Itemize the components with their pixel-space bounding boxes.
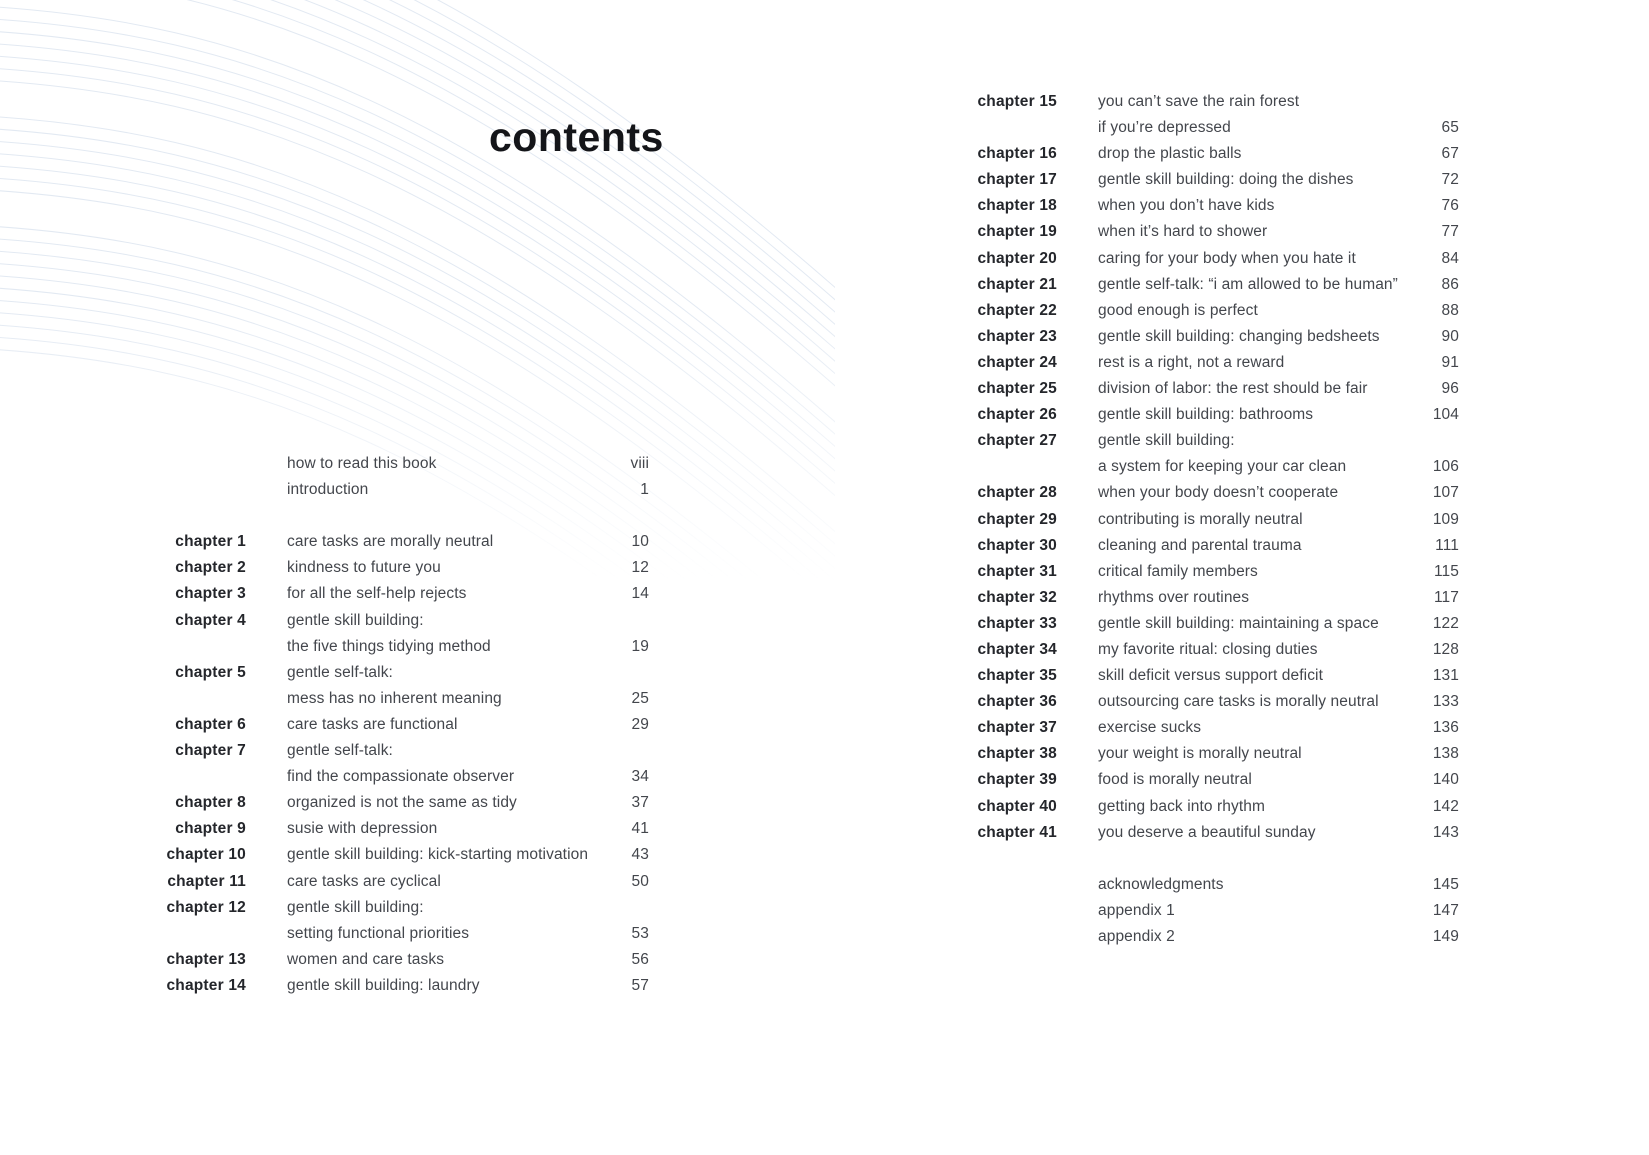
chapter-title: susie with depression (287, 820, 438, 838)
toc-row (960, 376, 1459, 402)
toc-row (960, 820, 1459, 846)
page-number: 76 (1441, 197, 1459, 215)
toc-row (160, 738, 649, 764)
toc-row (160, 581, 649, 607)
chapter-label: chapter 14 (166, 976, 246, 994)
chapter-label: chapter 3 (175, 585, 246, 603)
chapter-label: chapter 22 (977, 301, 1057, 319)
chapter-label: chapter 40 (977, 797, 1057, 815)
chapter-label: chapter 8 (175, 794, 246, 812)
toc-row (160, 477, 649, 503)
chapter-title: gentle skill building: doing the dishes (1098, 171, 1354, 189)
chapter-title: exercise sucks (1098, 719, 1202, 737)
chapter-label: chapter 27 (977, 432, 1057, 450)
chapter-label: chapter 29 (977, 510, 1057, 528)
chapter-title: for all the self-help rejects (287, 585, 467, 603)
page-number: 41 (631, 820, 649, 838)
chapter-title: division of labor: the rest should be fair (1098, 380, 1368, 398)
page-number: 107 (1432, 484, 1459, 502)
chapter-title: skill deficit versus support deficit (1098, 667, 1323, 685)
page-number: 67 (1441, 145, 1459, 163)
toc-row (960, 898, 1459, 924)
toc-row (960, 611, 1459, 637)
page-number: 147 (1432, 901, 1459, 919)
chapter-title: your weight is morally neutral (1098, 745, 1302, 763)
right-chapter-list (960, 89, 1459, 846)
toc-row (960, 715, 1459, 741)
toc-row (160, 869, 649, 895)
page-number: 10 (631, 533, 649, 551)
page-number: 19 (631, 637, 649, 655)
chapter-title: gentle self-talk: (287, 663, 393, 681)
toc-row (960, 428, 1459, 454)
page-title: contents (489, 114, 664, 161)
toc-row (960, 402, 1459, 428)
toc-row (960, 924, 1459, 950)
chapter-label: chapter 10 (166, 846, 246, 864)
chapter-label: chapter 17 (977, 171, 1057, 189)
chapter-label: chapter 16 (977, 145, 1057, 163)
toc-row (160, 895, 649, 921)
chapter-label: chapter 4 (175, 611, 246, 629)
front-matter-list (160, 451, 649, 503)
chapter-label: chapter 30 (977, 536, 1057, 554)
page-number: 25 (631, 689, 649, 707)
page-number: 128 (1432, 640, 1459, 658)
chapter-title: a system for keeping your car clean (1098, 458, 1347, 476)
toc-row (960, 115, 1459, 141)
chapter-label: chapter 18 (977, 197, 1057, 215)
toc-row (960, 141, 1459, 167)
chapter-label: chapter 38 (977, 745, 1057, 763)
toc-right-column (960, 89, 1459, 950)
page-number: 145 (1432, 875, 1459, 893)
chapter-title: gentle self-talk: (287, 742, 393, 760)
chapter-title: critical family members (1098, 562, 1258, 580)
toc-row (960, 767, 1459, 793)
chapter-label: chapter 11 (167, 872, 246, 890)
chapter-title: mess has no inherent meaning (287, 689, 502, 707)
toc-row (160, 660, 649, 686)
page-number: 12 (631, 559, 649, 577)
page-number: 96 (1441, 380, 1459, 398)
page-number: 57 (631, 976, 649, 994)
chapter-title: gentle skill building: kick-starting motivation (287, 846, 589, 864)
page-number: 106 (1432, 458, 1459, 476)
chapter-title: gentle skill building: maintaining a space (1098, 614, 1379, 632)
chapter-title: caring for your body when you hate it (1098, 249, 1356, 267)
chapter-label: chapter 19 (977, 223, 1057, 241)
toc-row (160, 842, 649, 868)
page-number: 138 (1432, 745, 1459, 763)
toc-row (960, 272, 1459, 298)
chapter-title: food is morally neutral (1098, 771, 1252, 789)
chapter-title: care tasks are functional (287, 715, 458, 733)
chapter-title: gentle skill building: (287, 611, 424, 629)
chapter-label: chapter 24 (977, 353, 1057, 371)
chapter-title: cleaning and parental trauma (1098, 536, 1302, 554)
toc-row (960, 663, 1459, 689)
left-chapter-list (160, 529, 649, 999)
chapter-title: you can’t save the rain forest (1098, 93, 1300, 110)
toc-row (160, 686, 649, 712)
page-number: 136 (1432, 719, 1459, 737)
page-number: 109 (1432, 510, 1459, 528)
chapter-title: gentle skill building: changing bedsheets (1098, 327, 1380, 345)
chapter-label: chapter 36 (977, 693, 1057, 711)
toc-row (960, 193, 1459, 219)
page-number: 72 (1441, 171, 1459, 189)
chapter-title: how to read this book (287, 455, 437, 472)
chapter-title: contributing is morally neutral (1098, 510, 1303, 528)
toc-row (160, 529, 649, 555)
chapter-label: chapter 6 (175, 715, 246, 733)
toc-row (160, 712, 649, 738)
toc-row (960, 507, 1459, 533)
toc-row (960, 533, 1459, 559)
chapter-title: if you’re depressed (1098, 119, 1231, 137)
toc-row (960, 246, 1459, 272)
chapter-label: chapter 39 (977, 771, 1057, 789)
chapter-title: appendix 1 (1098, 901, 1175, 919)
page-number: 14 (631, 585, 649, 603)
chapter-label: chapter 2 (175, 559, 246, 577)
page-number: 111 (1435, 536, 1459, 554)
back-matter-list (960, 872, 1459, 950)
page-number: 131 (1432, 667, 1459, 685)
toc-row (960, 350, 1459, 376)
chapter-label: chapter 1 (175, 533, 246, 551)
chapter-title: drop the plastic balls (1098, 145, 1242, 163)
toc-row (960, 872, 1459, 898)
page-number: 77 (1441, 223, 1459, 241)
toc-row (160, 790, 649, 816)
chapter-label: chapter 21 (977, 275, 1057, 293)
toc-row (960, 89, 1459, 115)
chapter-title: when it’s hard to shower (1098, 223, 1268, 241)
toc-row (160, 451, 649, 477)
page-number: 53 (631, 924, 649, 942)
chapter-title: you deserve a beautiful sunday (1098, 823, 1316, 841)
chapter-title: kindness to future you (287, 559, 441, 577)
toc-left-column (160, 451, 649, 999)
chapter-title: gentle skill building: (287, 898, 424, 916)
chapter-label: chapter 20 (977, 249, 1057, 267)
page-number: 34 (631, 768, 649, 786)
chapter-title: gentle self-talk: “i am allowed to be human” (1098, 275, 1398, 293)
page-number: 86 (1441, 275, 1459, 293)
page-number: 88 (1441, 301, 1459, 319)
chapter-title: gentle skill building: laundry (287, 976, 480, 994)
toc-row (160, 973, 649, 999)
toc-row (960, 689, 1459, 715)
toc-row (960, 480, 1459, 506)
chapter-title: when you don’t have kids (1098, 197, 1275, 215)
toc-row (160, 764, 649, 790)
chapter-title: getting back into rhythm (1098, 797, 1265, 815)
chapter-label: chapter 35 (977, 667, 1057, 685)
page-number: 117 (1433, 588, 1459, 606)
page-number: 115 (1433, 562, 1459, 580)
page-number: 91 (1441, 353, 1459, 371)
toc-row (960, 454, 1459, 480)
chapter-title: appendix 2 (1098, 928, 1175, 945)
page-number: 104 (1432, 406, 1459, 424)
chapter-title: care tasks are cyclical (287, 872, 441, 890)
toc-row (160, 921, 649, 947)
chapter-title: women and care tasks (287, 950, 445, 968)
page-number: 84 (1441, 249, 1459, 267)
page-number: 133 (1432, 693, 1459, 711)
chapter-title: my favorite ritual: closing duties (1098, 640, 1318, 658)
page-number: 37 (631, 794, 649, 812)
chapter-title: care tasks are morally neutral (287, 533, 494, 551)
toc-row (960, 298, 1459, 324)
chapter-title: introduction (287, 481, 369, 499)
chapter-label: chapter 9 (175, 820, 246, 838)
toc-row (160, 816, 649, 842)
chapter-label: chapter 37 (977, 719, 1057, 737)
toc-row (960, 585, 1459, 611)
chapter-title: find the compassionate observer (287, 768, 515, 786)
page-number: 43 (631, 846, 649, 864)
chapter-label: chapter 33 (977, 614, 1057, 632)
chapter-title: acknowledgments (1098, 875, 1224, 893)
chapter-label: chapter 23 (977, 327, 1057, 345)
toc-row (960, 794, 1459, 820)
chapter-title: gentle skill building: bathrooms (1098, 406, 1314, 424)
chapter-label: chapter 26 (977, 406, 1057, 424)
chapter-title: organized is not the same as tidy (287, 794, 517, 812)
chapter-title: setting functional priorities (287, 924, 470, 942)
chapter-label: chapter 7 (175, 742, 246, 760)
page-number: 143 (1432, 823, 1459, 841)
chapter-title: outsourcing care tasks is morally neutral (1098, 693, 1379, 711)
page-number: 122 (1432, 614, 1459, 632)
chapter-label: chapter 41 (977, 823, 1057, 841)
toc-row (160, 947, 649, 973)
toc-row (160, 555, 649, 581)
chapter-label: chapter 13 (166, 950, 246, 968)
page-number: 142 (1432, 797, 1459, 815)
page-number: 56 (631, 950, 649, 968)
chapter-label: chapter 31 (977, 562, 1057, 580)
chapter-label: chapter 5 (175, 663, 246, 681)
page-number: 140 (1432, 771, 1459, 789)
toc-row (960, 324, 1459, 350)
toc-row (960, 741, 1459, 767)
chapter-label: chapter 28 (977, 484, 1057, 502)
toc-row (160, 608, 649, 634)
chapter-title: the five things tidying method (287, 637, 491, 655)
toc-row (160, 634, 649, 660)
toc-row (960, 559, 1459, 585)
page-number: 90 (1441, 327, 1459, 345)
chapter-label: chapter 32 (977, 588, 1057, 606)
toc-row (960, 167, 1459, 193)
chapter-label: chapter 34 (977, 640, 1057, 658)
chapter-label: chapter 12 (166, 898, 246, 916)
page-number: 1 (640, 481, 649, 499)
chapter-title: rest is a right, not a reward (1098, 353, 1285, 371)
chapter-title: when your body doesn’t cooperate (1098, 484, 1339, 502)
page-number: viii (630, 455, 649, 472)
page-number: 50 (631, 872, 649, 890)
chapter-title: gentle skill building: (1098, 432, 1235, 450)
chapter-title: rhythms over routines (1098, 588, 1250, 606)
toc-row (960, 637, 1459, 663)
chapter-label: chapter 15 (977, 93, 1057, 110)
chapter-label: chapter 25 (977, 380, 1057, 398)
page-number: 65 (1441, 119, 1459, 137)
chapter-title: good enough is perfect (1098, 301, 1258, 319)
page-number: 149 (1432, 928, 1459, 945)
toc-row (960, 219, 1459, 245)
page-number: 29 (631, 715, 649, 733)
